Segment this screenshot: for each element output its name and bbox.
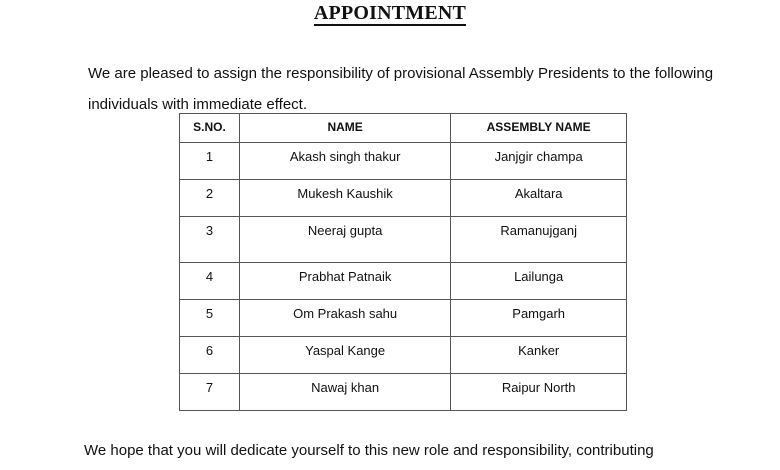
cell-assembly: Akaltara xyxy=(451,180,627,217)
document-title xyxy=(0,2,780,25)
table-row xyxy=(180,180,627,217)
cell-assembly: Ramanujganj xyxy=(451,217,627,263)
cell-name: Prabhat Patnaik xyxy=(239,263,450,300)
table-row xyxy=(180,217,627,263)
closing-paragraph: We hope that you will dedicate yourself to this new role and responsibility, contributing xyxy=(84,442,654,459)
table-row xyxy=(180,374,627,411)
header-name: NAME xyxy=(239,114,450,143)
cell-assembly: Kanker xyxy=(451,337,627,374)
cell-sno: 1 xyxy=(180,143,240,180)
cell-assembly: Pamgarh xyxy=(451,300,627,337)
appointments-table xyxy=(179,113,627,411)
cell-name: Mukesh Kaushik xyxy=(239,180,450,217)
cell-assembly: Raipur North xyxy=(451,374,627,411)
cell-assembly: Lailunga xyxy=(451,263,627,300)
table-header xyxy=(180,114,627,143)
cell-sno: 3 xyxy=(180,217,240,263)
cell-sno: 6 xyxy=(180,337,240,374)
cell-name: Nawaj khan xyxy=(239,374,450,411)
table-row xyxy=(180,337,627,374)
header-assembly: ASSEMBLY NAME xyxy=(451,114,627,143)
table-header-row xyxy=(180,114,627,143)
cell-name: Om Prakash sahu xyxy=(239,300,450,337)
table-row xyxy=(180,263,627,300)
table-row xyxy=(180,143,627,180)
cell-sno: 5 xyxy=(180,300,240,337)
table-row xyxy=(180,300,627,337)
cell-assembly: Janjgir champa xyxy=(451,143,627,180)
cell-sno: 7 xyxy=(180,374,240,411)
cell-sno: 2 xyxy=(180,180,240,217)
cell-name: Yaspal Kange xyxy=(239,337,450,374)
cell-name: Akash singh thakur xyxy=(239,143,450,180)
cell-sno: 4 xyxy=(180,263,240,300)
document-title-text: APPOINTMENT xyxy=(313,2,467,24)
cell-name: Neeraj gupta xyxy=(239,217,450,263)
appointments-table-wrap xyxy=(179,113,627,411)
header-sno: S.NO. xyxy=(180,114,240,143)
table-body xyxy=(180,143,627,411)
intro-paragraph: We are pleased to assign the responsibility of provisional Assembly Presidents to the following individuals with immediate effect. xyxy=(88,65,714,113)
